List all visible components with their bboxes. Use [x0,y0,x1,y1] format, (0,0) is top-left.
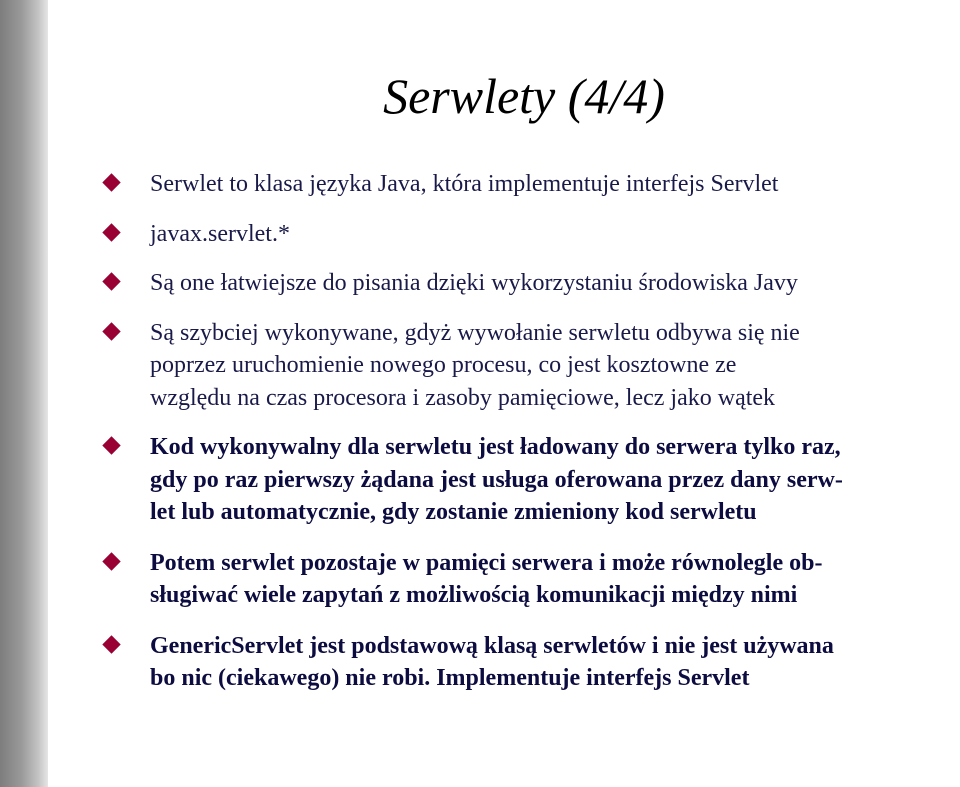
bullet-text-line: bo nic (ciekawego) nie robi. Implementuje interfejs Servlet [150,665,750,691]
diamond-bullet-icon [102,322,120,340]
bullet-text-line: Potem serwlet pozostaje w pamięci serwera i może równolegle ob- [150,549,823,576]
bullet-item [100,168,950,201]
diamond-bullet-icon [102,436,120,454]
sidebar-strip [0,0,48,787]
bullet-text-line: gdy po raz pierwszy żądana jest usługa oferowana przez dany serw- [150,466,843,493]
bullet-text-line: poprzez uruchomienie nowego procesu, co jest kosztowne ze [150,352,737,378]
bullet-text-line: względu na czas procesora i zasoby pamięciowe, lecz jako wątek [150,384,776,411]
slide-title: Serwlety (4/4) [383,68,665,124]
bullet-text-line: sługiwać wiele zapytań z możliwością komunikacji między nimi [150,582,798,608]
bullet-text-line: Są one łatwiejsze do pisania dzięki wykorzystaniu środowiska Javy [150,270,798,296]
bullet-item [100,630,950,695]
bullet-text-line: Są szybciej wykonywane, gdyż wywołanie serwletu odbywa się nie [150,319,800,346]
diamond-bullet-icon [102,173,120,191]
diamond-bullet-icon [102,635,120,653]
diamond-bullet-icon [102,552,120,570]
bullet-text-line: javax.servlet.* [150,220,290,247]
bullet-item [100,547,950,612]
bullet-item [100,267,950,300]
bullet-item [100,431,950,529]
diamond-bullet-icon [102,223,120,241]
bullet-text-line: GenericServlet jest podstawową klasą serwletów i nie jest używana [150,632,834,659]
bullet-text-line: Serwlet to klasa języka Java, która implementuje interfejs Servlet [150,171,779,197]
bullet-text-line: Kod wykonywalny dla serwletu jest ładowany do serwera tylko raz, [150,434,841,460]
bullet-item [100,218,950,251]
diamond-bullet-icon [102,272,120,290]
bullet-text-line: let lub automatycznie, gdy zostanie zmieniony kod serwletu [150,499,757,525]
bullet-list [100,168,950,713]
bullet-item [100,317,950,415]
